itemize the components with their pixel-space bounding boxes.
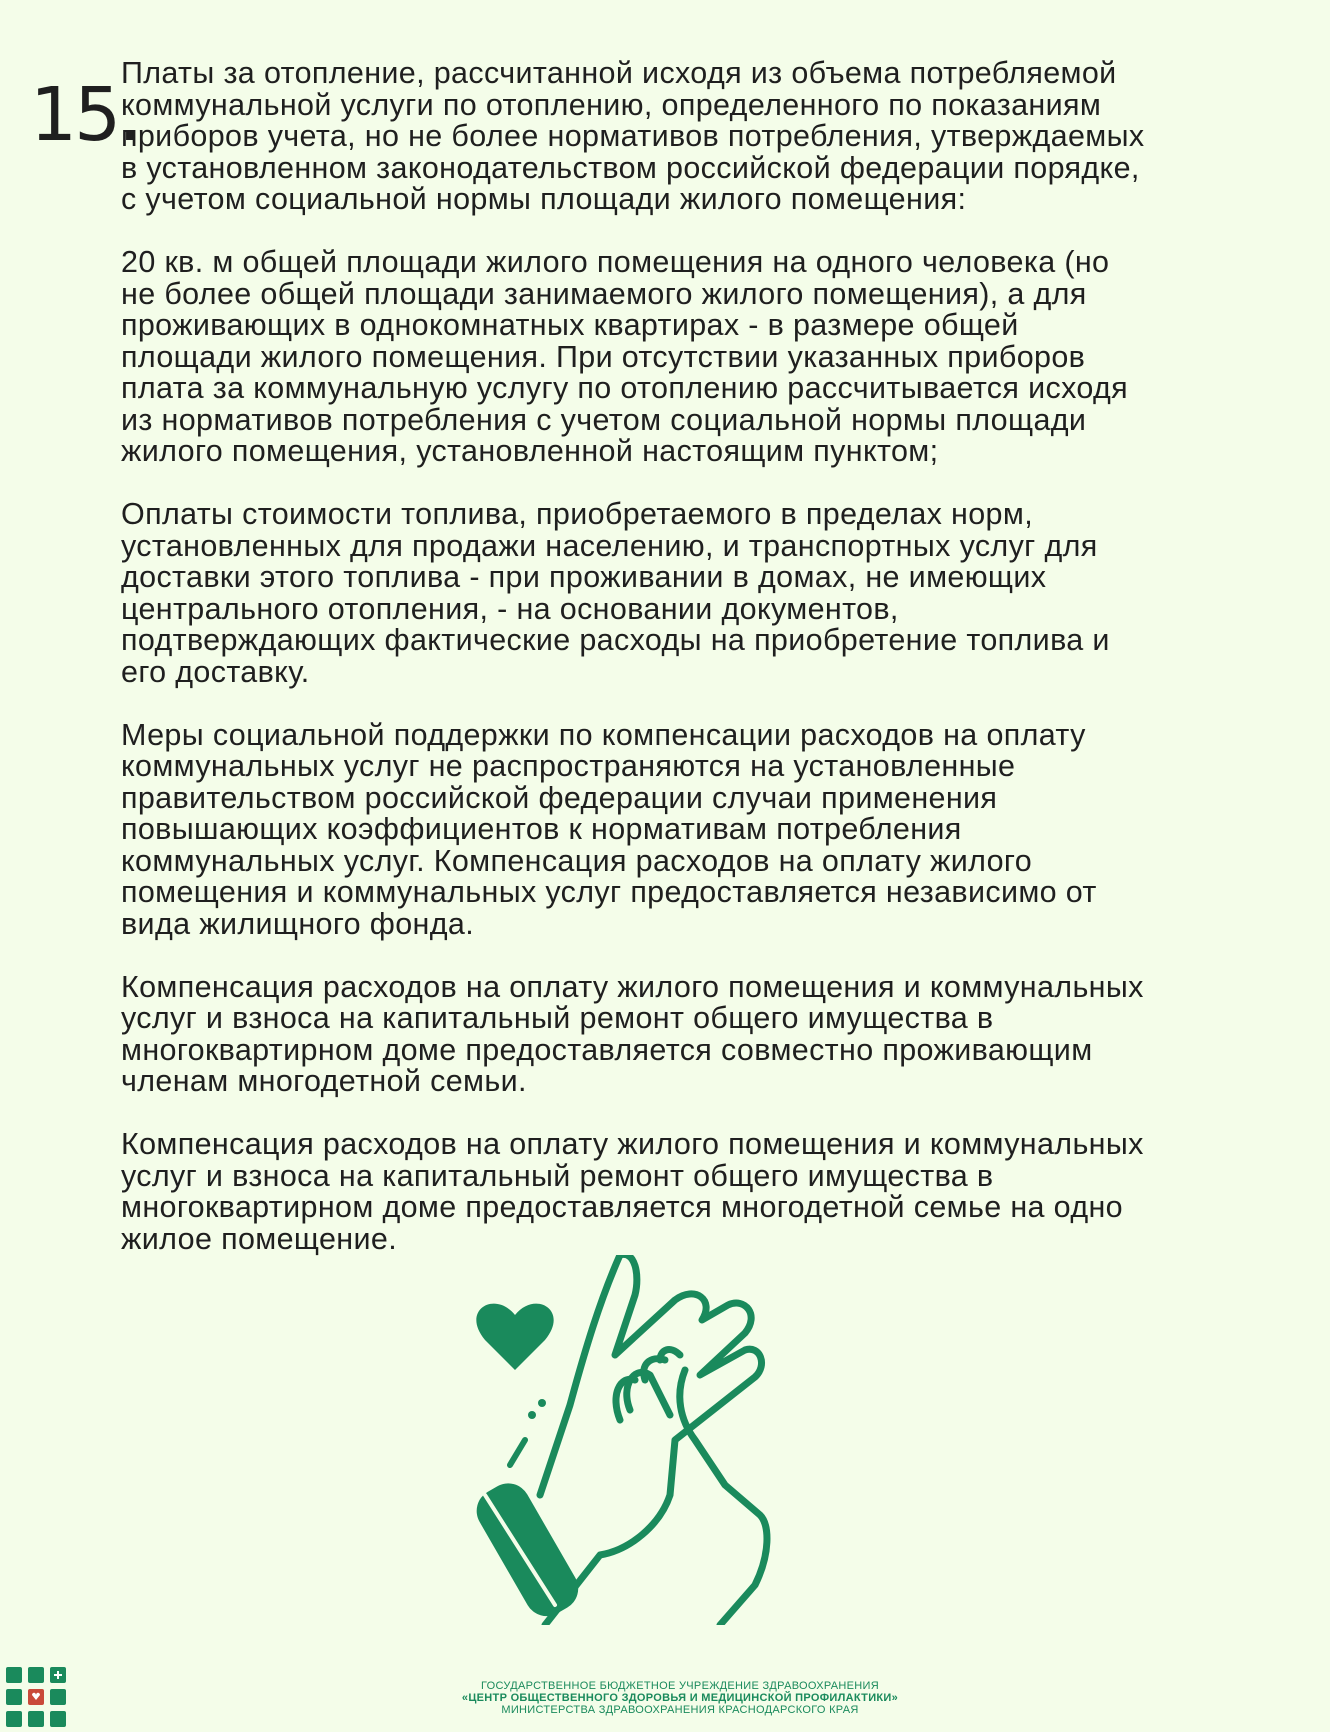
organization-footer	[380, 1680, 980, 1716]
footer-line-1: ГОСУДАРСТВЕННОЕ БЮДЖЕТНОЕ УЧРЕЖДЕНИЕ ЗДРАВООХРАНЕНИЯ	[481, 1680, 879, 1692]
heart-icon	[476, 1304, 553, 1370]
paragraph-2: 20 кв. м общей площади жилого помещения на одного человека (но не более общей площади занимаемого жилого помещения), а для проживающих в однокомнатных квартирах - в размере общей площади жилого помещения. При отсутствии указанных приборов плата за коммунальную услугу по отоплению рассчитывается исходя из нормативов потребления с учетом социальной нормы площади жилого помещения, установленной настоящим пунктом;	[121, 245, 1128, 468]
paragraph-6: Компенсация расходов на оплату жилого помещения и коммунальных услуг и взноса на капитальный ремонт общего имущества в многоквартирном доме предоставляется многодетной семье на одно жилое помещение.	[121, 1127, 1144, 1256]
section-number: 15.	[30, 72, 139, 158]
helping-hands-heart-icon	[470, 1255, 850, 1625]
footer-line-3: МИНИСТЕРСТВА ЗДРАВООХРАНЕНИЯ КРАСНОДАРСКОГО КРАЯ	[501, 1704, 859, 1716]
paragraph-1: Платы за отопление, рассчитанной исходя из объема потребляемой коммунальной услуги по отоплению, определенного по показаниям приборов учета, но не более нормативов потребления, утверждаемых в установленном законодательством российской федерации порядке, с учетом социальной нормы площади жилого помещения:	[121, 56, 1145, 216]
document-body	[121, 58, 1301, 1287]
paragraph-3: Оплаты стоимости топлива, приобретаемого в пределах норм, установленных для продажи населению, и транспортных услуг для доставки этого топлива - при проживании в домах, не имеющих центрального отопления, - на основании документов, подтверждающих фактические расходы на приобретение топлива и его доставку.	[121, 497, 1110, 689]
paragraph-5: Компенсация расходов на оплату жилого помещения и коммунальных услуг и взноса на капитальный ремонт общего имущества в многоквартирном доме предоставляется совместно проживающим членам многодетной семьи.	[121, 969, 1144, 1098]
footer-line-2: «ЦЕНТР ОБЩЕСТВЕННОГО ЗДОРОВЬЯ И МЕДИЦИНСКОЙ ПРОФИЛАКТИКИ»	[461, 1692, 899, 1704]
sleeve-cuff-icon	[470, 1475, 586, 1624]
organization-logo-icon	[4, 1665, 68, 1729]
paragraph-4: Меры социальной поддержки по компенсации расходов на оплату коммунальных услуг не распространяются на установленные правительством российской федерации случаи применения повышающих коэффициентов к нормативам потребления коммунальных услуг. Компенсация расходов на оплату жилого помещения и коммунальных услуг предоставляется независимо от вида жилищного фонда.	[121, 717, 1097, 941]
